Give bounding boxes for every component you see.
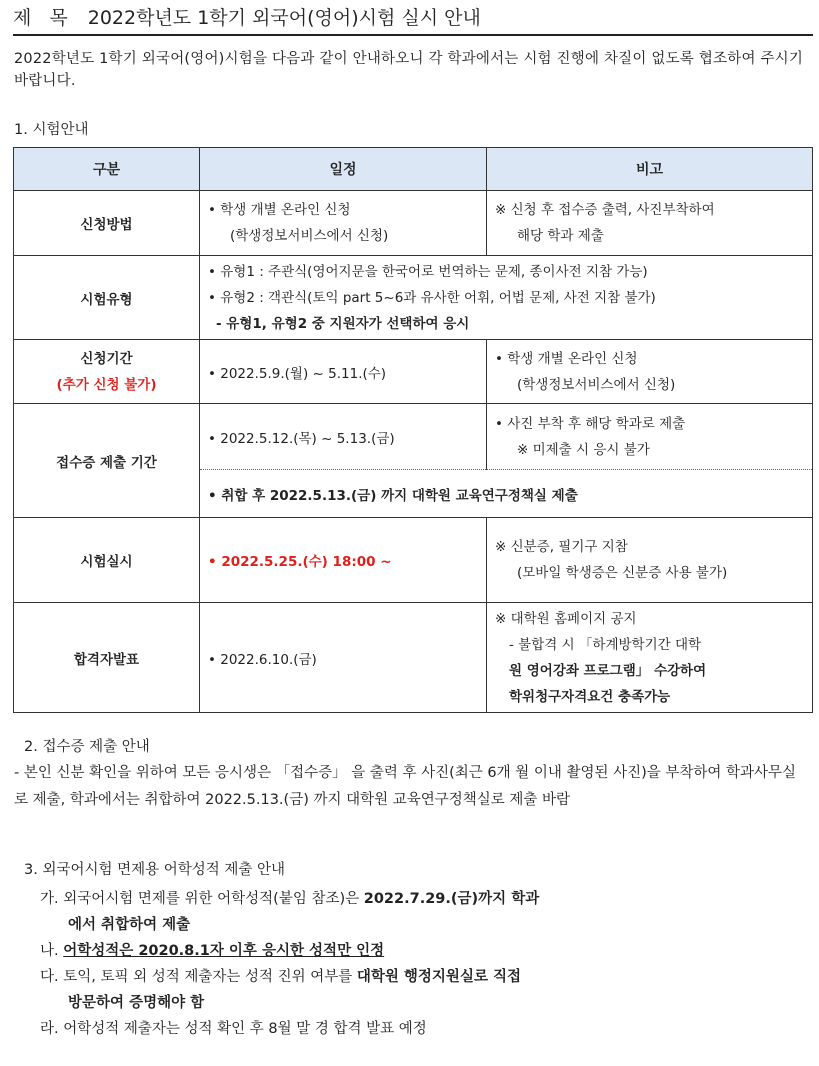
no-late-application-note: (추가 신청 불가) [56,376,157,393]
table-row-apply-method [14,191,813,256]
section-2-text: - 본인 신분 확인을 위하여 모든 응시생은 「접수증」 을 출력 후 사진(최근 6개 월 이내 촬영된 사진)을 부착하여 학과사무실로 제출, 학과에서는 취합하여 2022.5.13.(금) 까지 대학원 교육연구정책실로 제출 바람 [14,765,797,808]
item-continuation: 방문하여 증명해야 함 [68,995,205,1011]
exam-schedule-table [13,147,813,713]
table-row-results [14,603,813,713]
cell-remarks [487,518,813,603]
cell-schedule: • 2022.5.12.(목) ~ 5.13.(금) [200,404,487,470]
list-item [40,964,800,990]
header-schedule: 일정 [200,148,487,191]
table-row-receipt [14,404,813,470]
table-row-exam-date [14,518,813,603]
category-label: 신청기간 [80,350,133,367]
list-item [40,1016,800,1042]
note-line: ※ 미제출 시 응시 불가 [517,441,650,458]
list-item [40,886,800,912]
item-text: 외국어시험 면제를 위한 어학성적(붙임 참조)은 [63,891,364,907]
cell-category [14,340,200,404]
section-1-heading: 1. 시험안내 [14,122,89,138]
note-line: (모바일 학생증은 신분증 사용 불가) [517,565,728,581]
section-3-items [40,886,800,1042]
note-line: • 사진 부착 후 해당 학과로 제출 [495,415,686,432]
cell-remarks [487,603,813,713]
exam-type-line: - 유형1, 유형2 중 지원자가 선택하여 응시 [216,315,470,332]
note-line: • 학생 개별 온라인 신청 [495,350,638,367]
cell-category: 시험유형 [14,256,200,340]
item-text: 토익, 토픽 외 성적 제출자는 성적 진위 여부를 [63,969,357,985]
list-item [40,938,800,964]
note-line: 해당 학과 제출 [517,228,604,244]
cell-remarks [487,191,813,256]
cell-category: 합격자발표 [14,603,200,713]
cell-remarks [487,404,813,470]
note-line: (학생정보서비스에서 신청) [517,376,676,393]
table-header-row [14,148,813,191]
note-line: 학위청구자격요건 충족가능 [509,688,671,705]
title-label: 제 목 [13,7,74,29]
item-continuation: 에서 취합하여 제출 [68,917,191,933]
item-marker: 가. [40,891,59,907]
item-marker: 다. [40,969,59,985]
cell-exam-type-detail [200,256,813,340]
cell-category: 시험실시 [14,518,200,603]
cell-schedule [200,191,487,256]
exam-type-line: • 유형2 : 객관식(토익 part 5~6과 유사한 어휘, 어법 문제, 사전 지참 불가) [208,289,656,306]
exam-type-line: • 유형1 : 주관식(영어지문을 한국어로 번역하는 문제, 종이사전 지참 가능) [208,263,648,280]
table-row-exam-type [14,256,813,340]
section-2-heading: 2. 접수증 제출 안내 [24,739,150,755]
intro-paragraph: 2022학년도 1학기 외국어(영어)시험을 다음과 같이 안내하오니 각 학과에서는 시험 진행에 차질이 없도록 협조하여 주시기 바랍니다. [14,51,804,89]
document-title [13,4,813,36]
item-text: 어학성적 제출자는 성적 확인 후 8월 말 경 합격 발표 예정 [63,1021,427,1037]
cell-schedule: • 2022.6.10.(금) [200,603,487,713]
sched-line: • 학생 개별 온라인 신청 [208,202,351,218]
item-marker: 나. [40,943,59,959]
cell-remarks [487,340,813,404]
section-3-heading: 3. 외국어시험 면제용 어학성적 제출 안내 [24,862,285,878]
note-line: 원 영어강좌 프로그램」 수강하여 [509,662,707,679]
note-line: ※ 신청 후 접수증 출력, 사진부착하여 [495,202,715,218]
header-remarks: 비고 [487,148,813,191]
cell-submission-deadline: • 취합 후 2022.5.13.(금) 까지 대학원 교육연구정책실 제출 [200,470,813,518]
item-office: 대학원 행정지원실로 직접 [356,969,522,985]
cell-schedule: • 2022.5.25.(수) 18:00 ~ [200,518,487,603]
item-deadline: 2022.7.29.(금)까지 학과 [363,891,540,907]
note-line: ※ 대학원 홈페이지 공지 [495,610,637,627]
cell-category: 신청방법 [14,191,200,256]
note-line: ※ 신분증, 필기구 지참 [495,539,628,555]
table-row-apply-period [14,340,813,404]
cell-category: 접수증 제출 기간 [14,404,200,518]
cell-schedule: • 2022.5.9.(월) ~ 5.11.(수) [200,340,487,404]
sched-line: (학생정보서비스에서 신청) [230,228,389,244]
item-marker: 라. [40,1021,59,1037]
item-text: 어학성적은 2020.8.1자 이후 응시한 성적만 인정 [63,943,385,959]
header-category: 구분 [14,148,200,191]
note-line: - 불합격 시 「하계방학기간 대학 [509,636,702,653]
title-text: 2022학년도 1학기 외국어(영어)시험 실시 안내 [87,7,481,29]
